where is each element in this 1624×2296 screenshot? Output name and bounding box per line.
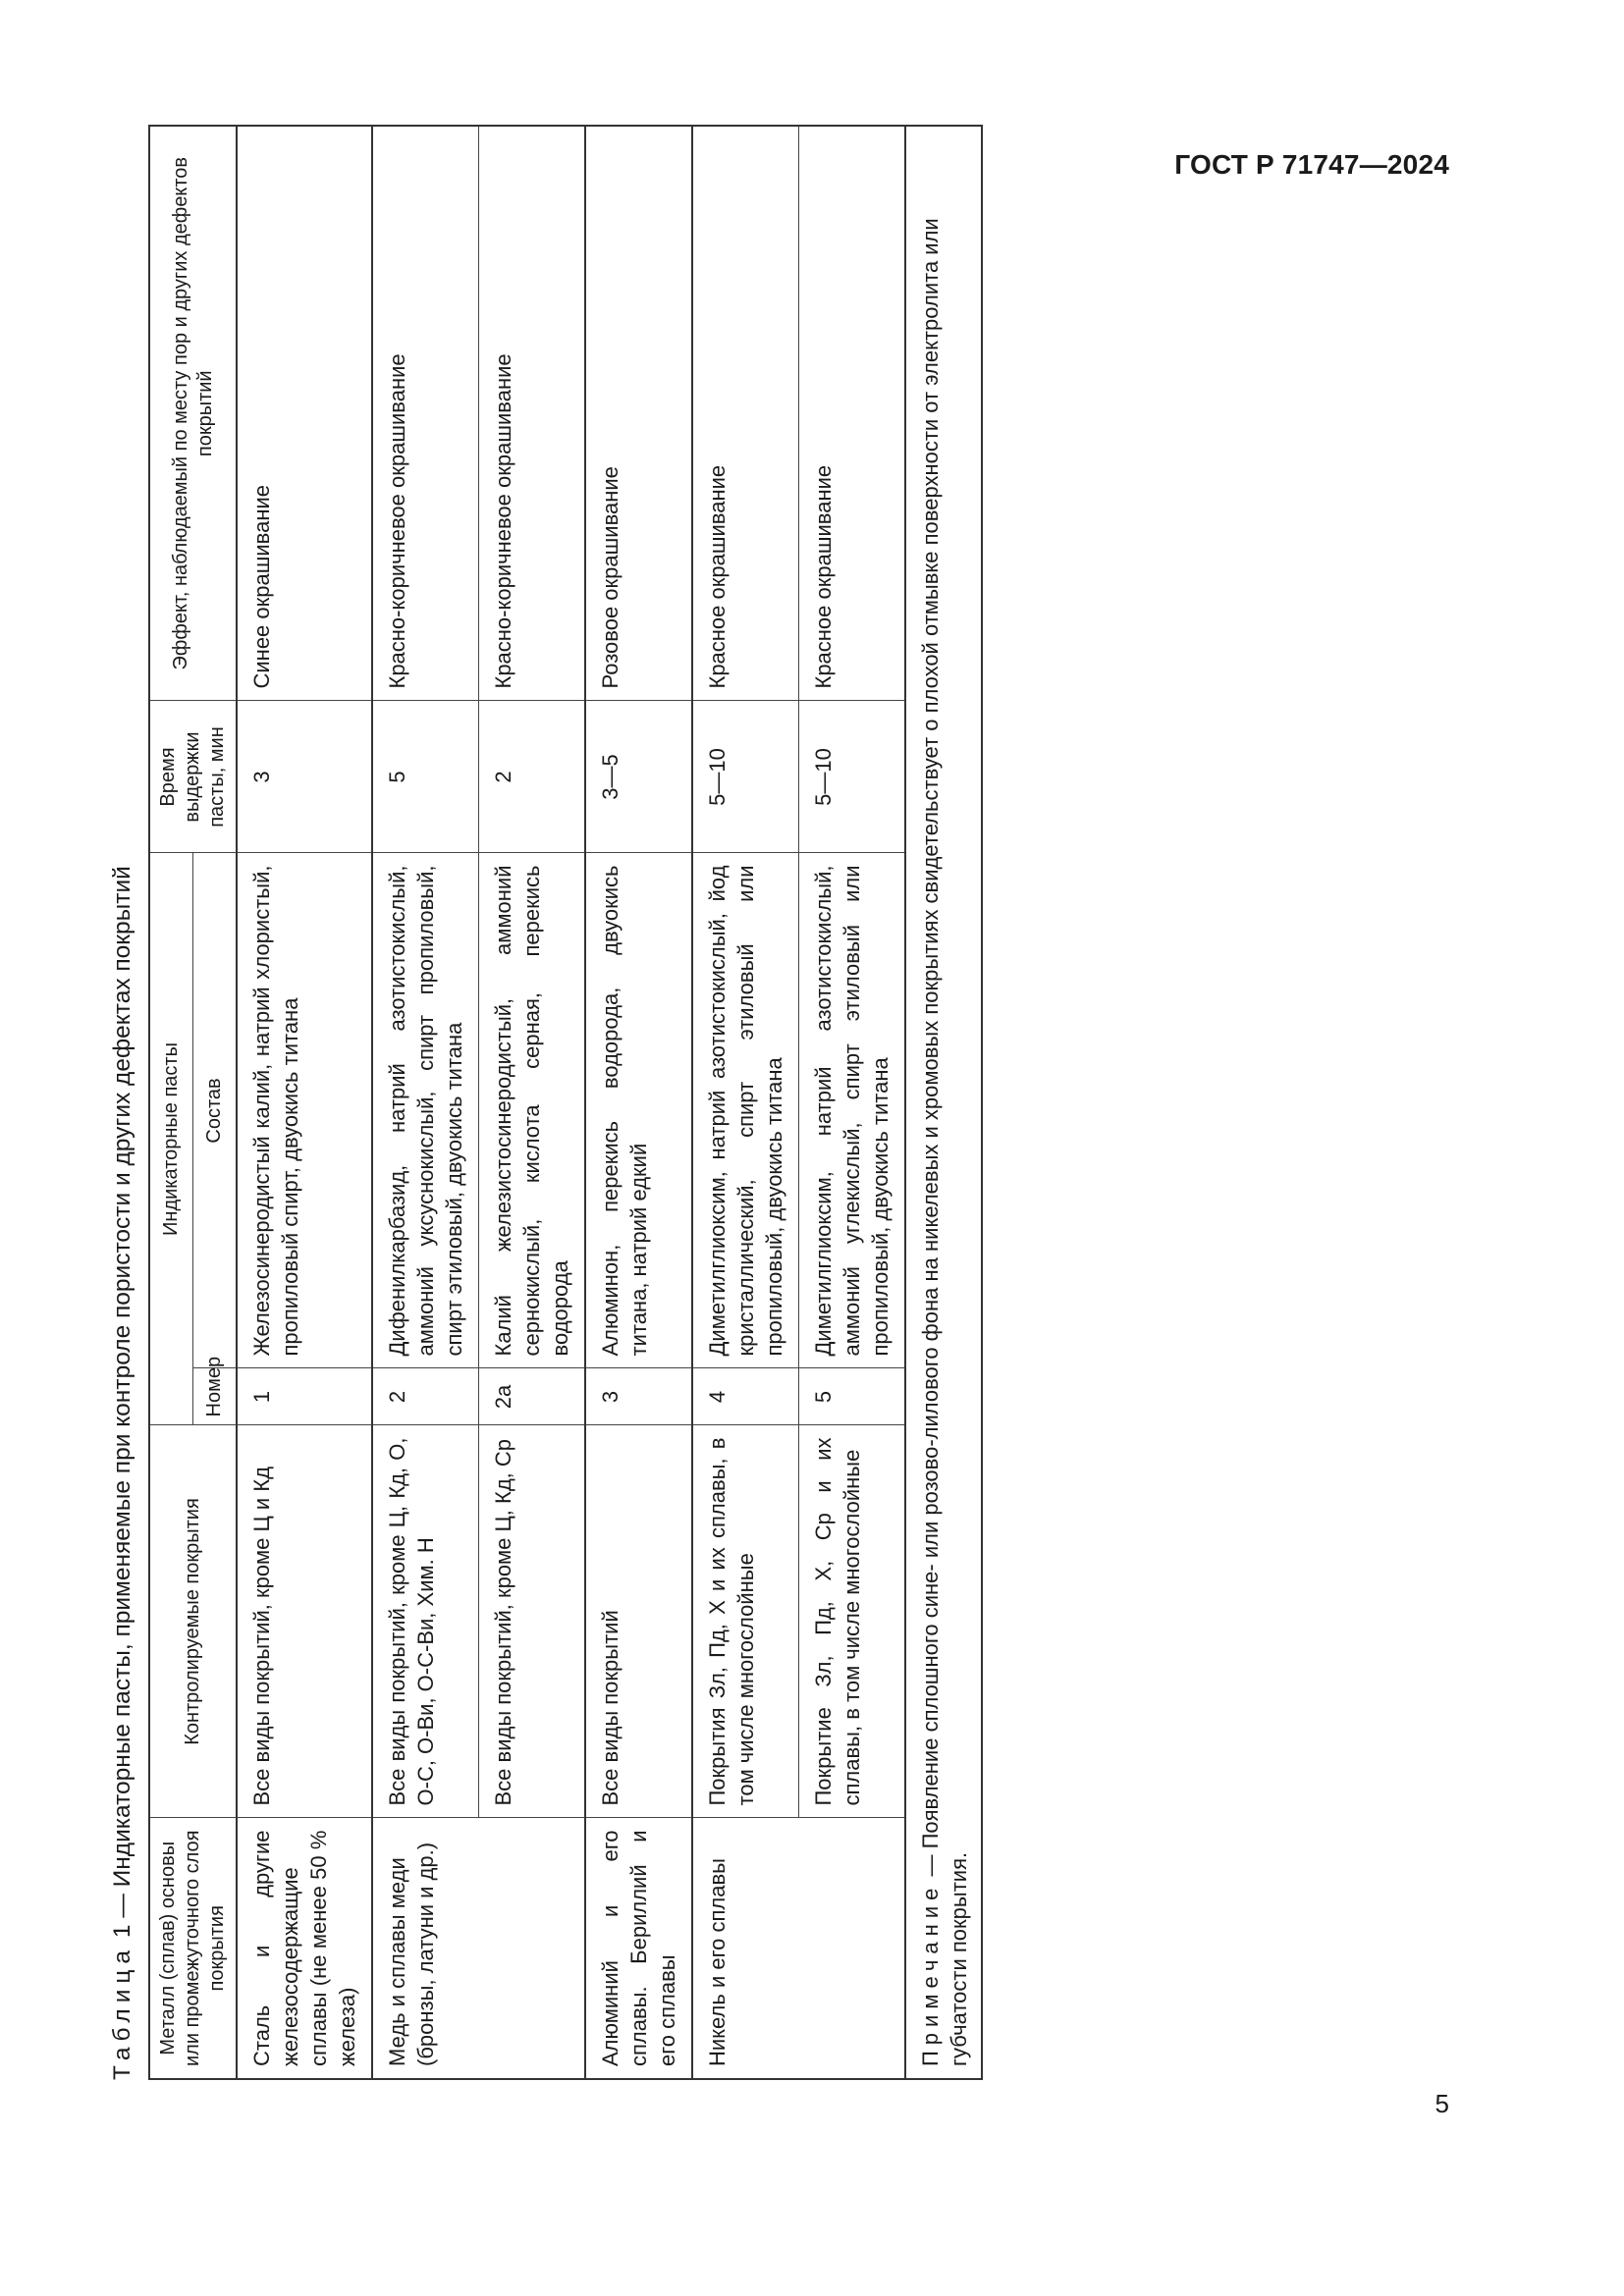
header-time: Время выдержки пасты, мин (150, 701, 237, 853)
page-number: 5 (1435, 2089, 1449, 2118)
caption-number: 1 (109, 1924, 135, 1939)
rotated-table-section (103, 129, 987, 2080)
cell-number: 2а (479, 1368, 586, 1425)
header-composition: Состав (192, 853, 237, 1368)
cell-effect: Синее окрашивание (237, 127, 372, 701)
table-note (905, 127, 982, 2078)
note-label: Примечание (918, 1882, 943, 2066)
cell-metal: Никель и его сплавы (692, 1818, 905, 2078)
note-text: — Появление сплошного сине- или розово-лилового фона на никелевых и хромовых покрытиях свидетельствует о плохой отмывке поверхности от электролита или губчатости покрытия. (918, 218, 971, 2066)
cell-time: 5—10 (692, 701, 799, 853)
table-row (237, 127, 372, 2078)
cell-time: 3—5 (585, 701, 692, 853)
table-row (692, 127, 799, 2078)
cell-time: 5—10 (799, 701, 906, 853)
cell-number: 1 (237, 1368, 372, 1425)
table-row (799, 127, 906, 2078)
cell-coatings: Все виды покрытий, кроме Ц, Кд, Ср (479, 1425, 586, 1818)
header-metal: Металл (сплав) основы или промежуточного слоя покрытия (150, 1818, 237, 2078)
cell-number: 2 (372, 1368, 479, 1425)
cell-effect: Розовое окрашивание (585, 127, 692, 701)
document-header: ГОСТ Р 71747—2024 (1174, 149, 1449, 180)
cell-number: 4 (692, 1368, 799, 1425)
table-row (479, 127, 586, 2078)
cell-effect: Красно-коричневое окрашивание (372, 127, 479, 701)
caption-text: — Индикаторные пасты, применяемые при контроле пористости и других дефектах покрытий (109, 866, 135, 1925)
cell-composition: Диметилглиоксим, натрий азотистокислый, йод кристаллический, спирт этиловый или пропиловый, двуокись титана (692, 853, 799, 1368)
cell-metal: Сталь и другие железосодержащие сплавы (не менее 50 % железа) (237, 1818, 372, 2078)
cell-time: 2 (479, 701, 586, 853)
table-frame (148, 125, 983, 2080)
header-row-top (150, 127, 192, 2078)
cell-time: 3 (237, 701, 372, 853)
note-row (905, 127, 982, 2078)
cell-composition: Диметилглиоксим, натрий азотистокислый, аммоний углекислый, спирт этиловый или пропиловый, двуокись титана (799, 853, 906, 1368)
caption-label: Таблица (109, 1944, 135, 2080)
header-number: Номер (192, 1368, 237, 1425)
header-effect: Эффект, наблюдаемый по месту пор и других дефектов покрытий (150, 127, 237, 701)
cell-number: 5 (799, 1368, 906, 1425)
table-row (372, 127, 479, 2078)
indicator-pastes-table (150, 127, 983, 2078)
cell-composition: Дифенилкарбазид, натрий азотистокислый, аммоний уксуснокислый, спирт пропиловый, спирт этиловый, двуокись титана (372, 853, 479, 1368)
cell-composition: Алюминон, перекись водорода, двуокись титана, натрий едкий (585, 853, 692, 1368)
cell-coatings: Все виды покрытий, кроме Ц, Кд, О, О-С, О-Ви, О-С-Ви, Хим. Н (372, 1425, 479, 1818)
cell-effect: Красно-коричневое окрашивание (479, 127, 586, 701)
cell-effect: Красное окрашивание (692, 127, 799, 701)
cell-number: 3 (585, 1368, 692, 1425)
cell-coatings: Все виды покрытий (585, 1425, 692, 1818)
table-caption (109, 866, 136, 2080)
header-coatings: Контролируемые покрытия (150, 1425, 237, 1818)
cell-coatings: Покрытия Зл, Пд, Х и их сплавы, в том числе многослойные (692, 1425, 799, 1818)
cell-effect: Красное окрашивание (799, 127, 906, 701)
table-row (585, 127, 692, 2078)
cell-composition: Железосинеродистый калий, натрий хлористый, пропиловый спирт, двуокись титана (237, 853, 372, 1368)
cell-time: 5 (372, 701, 479, 853)
cell-coatings: Все виды покрытий, кроме Ц и Кд (237, 1425, 372, 1818)
header-pastes-group: Индикаторные пасты (150, 853, 192, 1425)
cell-composition: Калий железистосинеродистый, аммоний сернокислый, кислота серная, перекись водорода (479, 853, 586, 1368)
cell-metal: Алюминий и его сплавы. Бериллий и его сплавы (585, 1818, 692, 2078)
cell-metal: Медь и сплавы меди (бронзы, латуни и др.) (372, 1818, 585, 2078)
cell-coatings: Покрытие Зл, Пд, Х, Ср и их сплавы, в том числе многослойные (799, 1425, 906, 1818)
